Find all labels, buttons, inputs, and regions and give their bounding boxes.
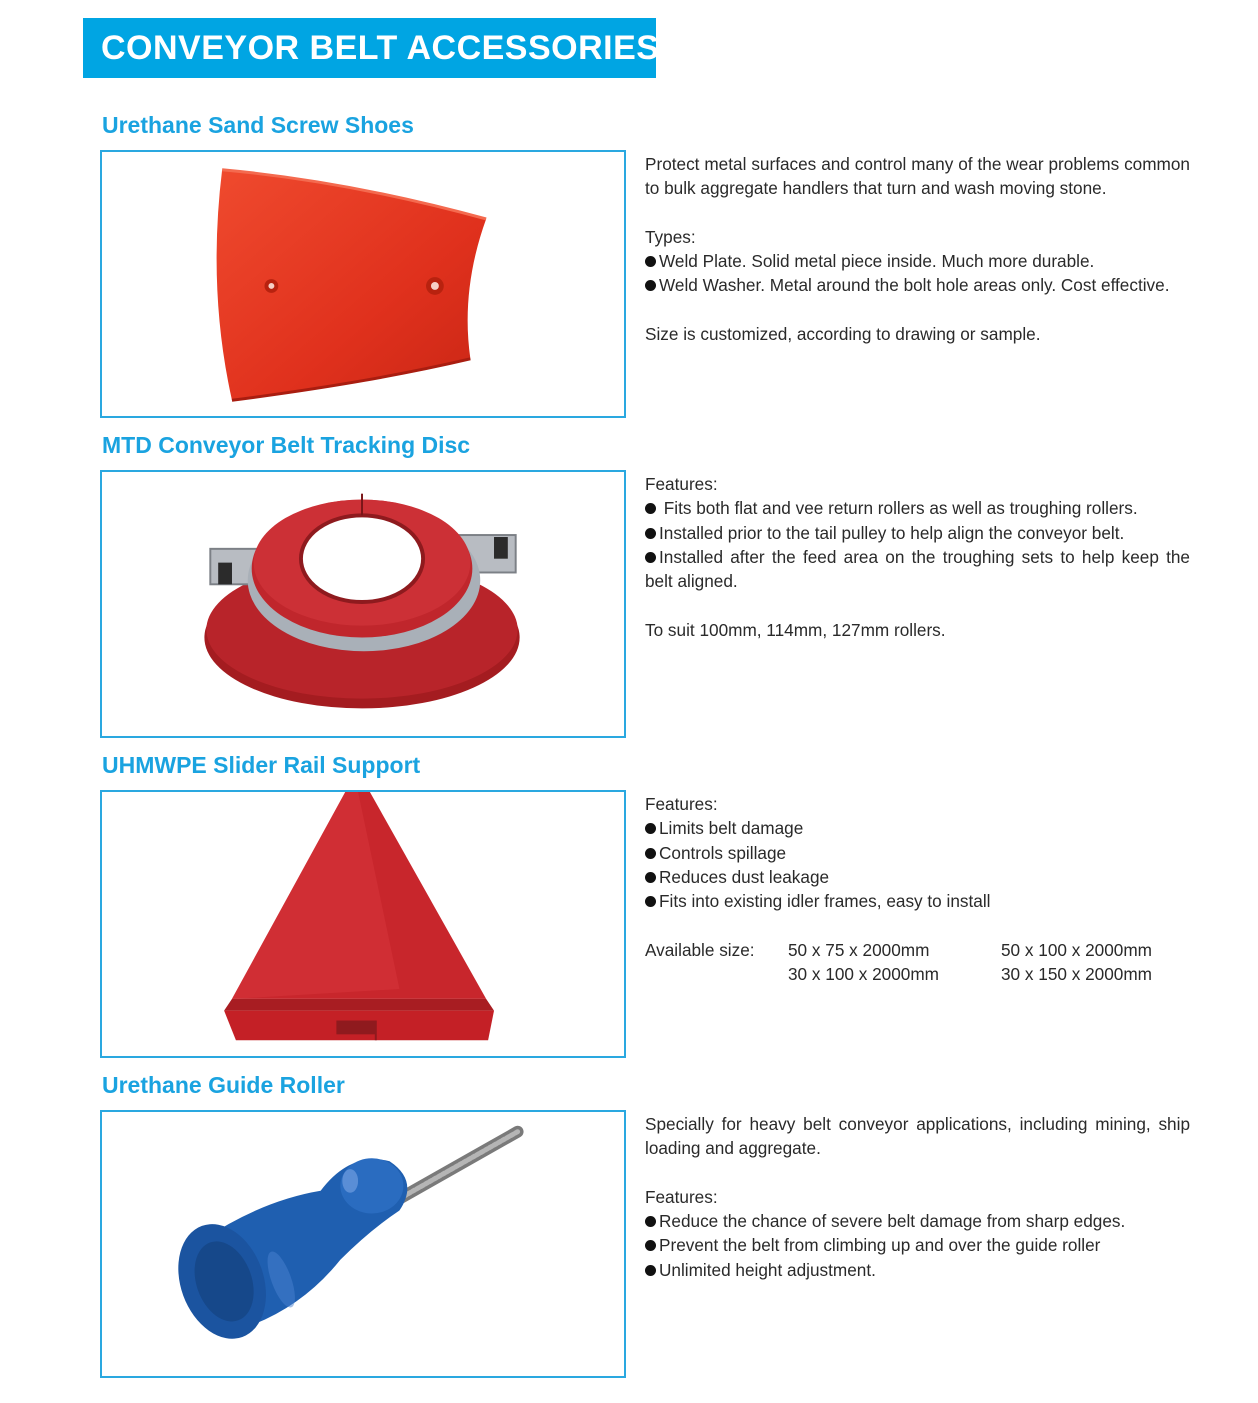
bullet-item: Reduce the chance of severe belt damage from sharp edges. [645,1209,1190,1233]
bullet-item: Controls spillage [645,841,1190,865]
slider-rail-image [102,792,624,1056]
description-intro: Protect metal surfaces and control many of the wear problems common to bulk aggregate handlers that turn and wash moving stone. [645,154,1190,199]
features-label: Features: [645,794,718,814]
size-value: 30 x 150 x 2000mm [1001,964,1152,985]
bullet-item: Installed prior to the tail pulley to help align the conveyor belt. [645,521,1190,545]
size-value: 50 x 75 x 2000mm [788,939,930,960]
description-intro: Specially for heavy belt conveyor applications, including mining, ship loading and aggregate. [645,1114,1190,1159]
product-description [645,472,1190,642]
types-label: Types: [645,226,696,247]
bullet-item: Reduces dust leakage [645,865,1190,889]
sizes-label: Available size: [645,939,755,960]
features-label: Features: [645,1186,718,1207]
product-image-frame [100,1110,626,1378]
product-image-frame [100,150,626,418]
bullet-dot-icon [645,1240,656,1251]
page-title-banner: CONVEYOR BELT ACCESSORIES [83,18,656,78]
bullet-dot-icon [645,823,656,834]
bullet-item: Unlimited height adjustment. [645,1258,1190,1282]
size-value: 50 x 100 x 2000mm [1001,939,1152,960]
bullet-item: Weld Plate. Solid metal piece inside. Much more durable. [645,249,1190,273]
available-sizes [645,938,1190,987]
guide-roller-image [102,1112,624,1376]
bullet-item: Limits belt damage [645,816,1190,840]
bullet-dot-icon [645,872,656,883]
bullet-dot-icon [645,280,656,291]
product-image-frame [100,470,626,738]
bullet-item: Installed after the feed area on the troughing sets to help keep the belt aligned. [645,546,1190,592]
size-value: 30 x 100 x 2000mm [788,964,939,985]
section-heading: Urethane Sand Screw Shoes [102,112,414,138]
features-label: Features: [645,474,718,494]
section-heading: UHMWPE Slider Rail Support [102,752,421,778]
product-image-frame [100,790,626,1058]
bullet-item: Weld Washer. Metal around the bolt hole areas only. Cost effective. [645,273,1190,297]
tracking-disc-image [102,472,624,736]
product-description [645,792,1190,986]
bullet-dot-icon [645,528,656,539]
bullet-dot-icon [645,503,656,514]
bullet-item: Prevent the belt from climbing up and over the guide roller [645,1233,1190,1257]
section-heading: Urethane Guide Roller [102,1072,345,1098]
bullet-item: Fits into existing idler frames, easy to install [645,889,1190,913]
bullet-dot-icon [645,1216,656,1227]
size-note: To suit 100mm, 114mm, 127mm rollers. [645,619,946,640]
bullet-dot-icon [645,896,656,907]
size-note: Size is customized, according to drawing or sample. [645,324,1041,345]
bullet-item: Fits both flat and vee return rollers as well as troughing rollers. [645,496,1190,520]
bullet-dot-icon [645,848,656,859]
product-description [645,1112,1190,1282]
bullet-dot-icon [645,256,656,267]
bullet-dot-icon [645,552,656,563]
bullet-dot-icon [645,1265,656,1276]
product-description [645,152,1190,346]
section-heading: MTD Conveyor Belt Tracking Disc [102,432,471,458]
sand-screw-shoe-image [102,152,624,416]
